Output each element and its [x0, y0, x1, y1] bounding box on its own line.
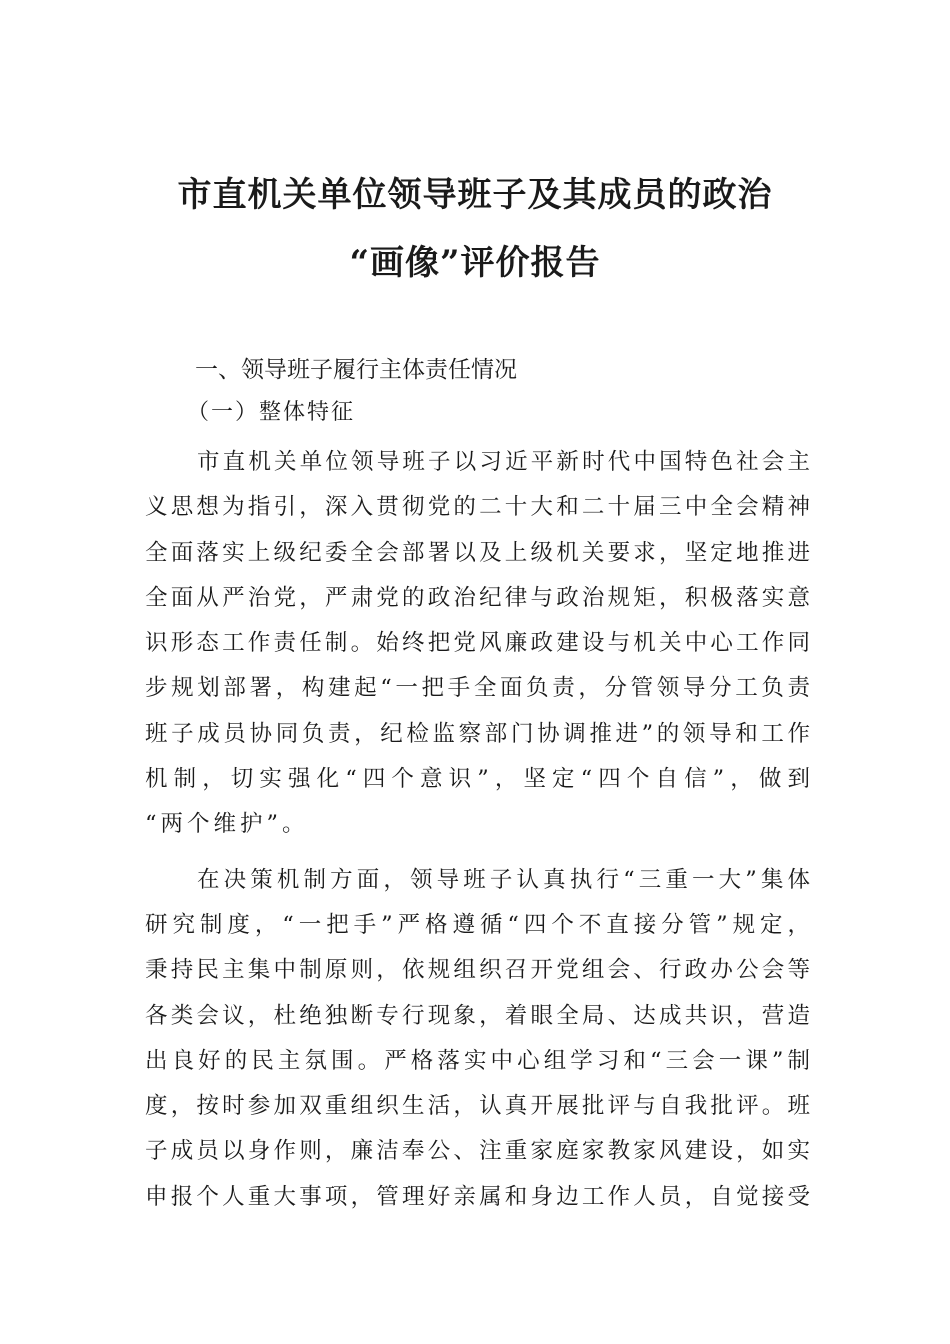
paragraph-2-line: 出良好的民主氛围。严格落实中心组学习和“三会一课”制: [145, 1047, 810, 1074]
paragraph-1-line: 全面落实上级纪委全会部署以及上级机关要求，坚定地推进: [145, 539, 810, 566]
paragraph-2-line: 各类会议，杜绝独断专行现象，着眼全局、达成共识，营造: [145, 1002, 810, 1029]
paragraph-1-line: 全面从严治党，严肃党的政治纪律与政治规矩，积极落实意: [145, 584, 810, 611]
paragraph-2-line: 申报个人重大事项，管理好亲属和身边工作人员，自觉接受: [145, 1183, 810, 1210]
paragraph-1-line: 步规划部署，构建起“一把手全面负责，分管领导分工负责: [145, 675, 810, 702]
paragraph-1-line: 机制，切实强化“四个意识”，坚定“四个自信”，做到: [145, 766, 810, 793]
paragraph-2-line: 秉持民主集中制原则，依规组织召开党组会、行政办公会等: [145, 957, 810, 984]
paragraph-1-line: 市直机关单位领导班子以习近平新时代中国特色社会主: [197, 449, 810, 475]
body-text: [145, 444, 810, 1224]
paragraph-2-line: 研究制度，“一把手”严格遵循“四个不直接分管”规定，: [145, 911, 810, 938]
paragraph-1-line: “两个维护”。: [145, 811, 309, 838]
paragraph-1-line: 识形态工作责任制。始终把党风廉政建设与机关中心工作同: [145, 630, 810, 657]
paragraph-1-line: 班子成员协同负责，纪检监察部门协调推进”的领导和工作: [145, 720, 810, 747]
subsection-heading: （一）整体特征: [187, 400, 356, 425]
paragraph-1-line: 义思想为指引，深入贯彻党的二十大和二十届三中全会精神: [145, 494, 810, 521]
paragraph-gap: [145, 852, 810, 862]
paragraph-2-line: 子成员以身作则，廉洁奉公、注重家庭家教家风建设，如实: [145, 1138, 810, 1165]
document-title-line-1: 市直机关单位领导班子及其成员的政治: [177, 175, 773, 215]
section-heading: 一、领导班子履行主体责任情况: [195, 357, 517, 383]
paragraph-2-line: 在决策机制方面，领导班子认真执行“三重一大”集体: [197, 866, 810, 893]
paragraph-2-line: 度，按时参加双重组织生活，认真开展批评与自我批评。班: [145, 1093, 810, 1120]
document-title-line-2: “画像”评价报告: [349, 243, 601, 283]
